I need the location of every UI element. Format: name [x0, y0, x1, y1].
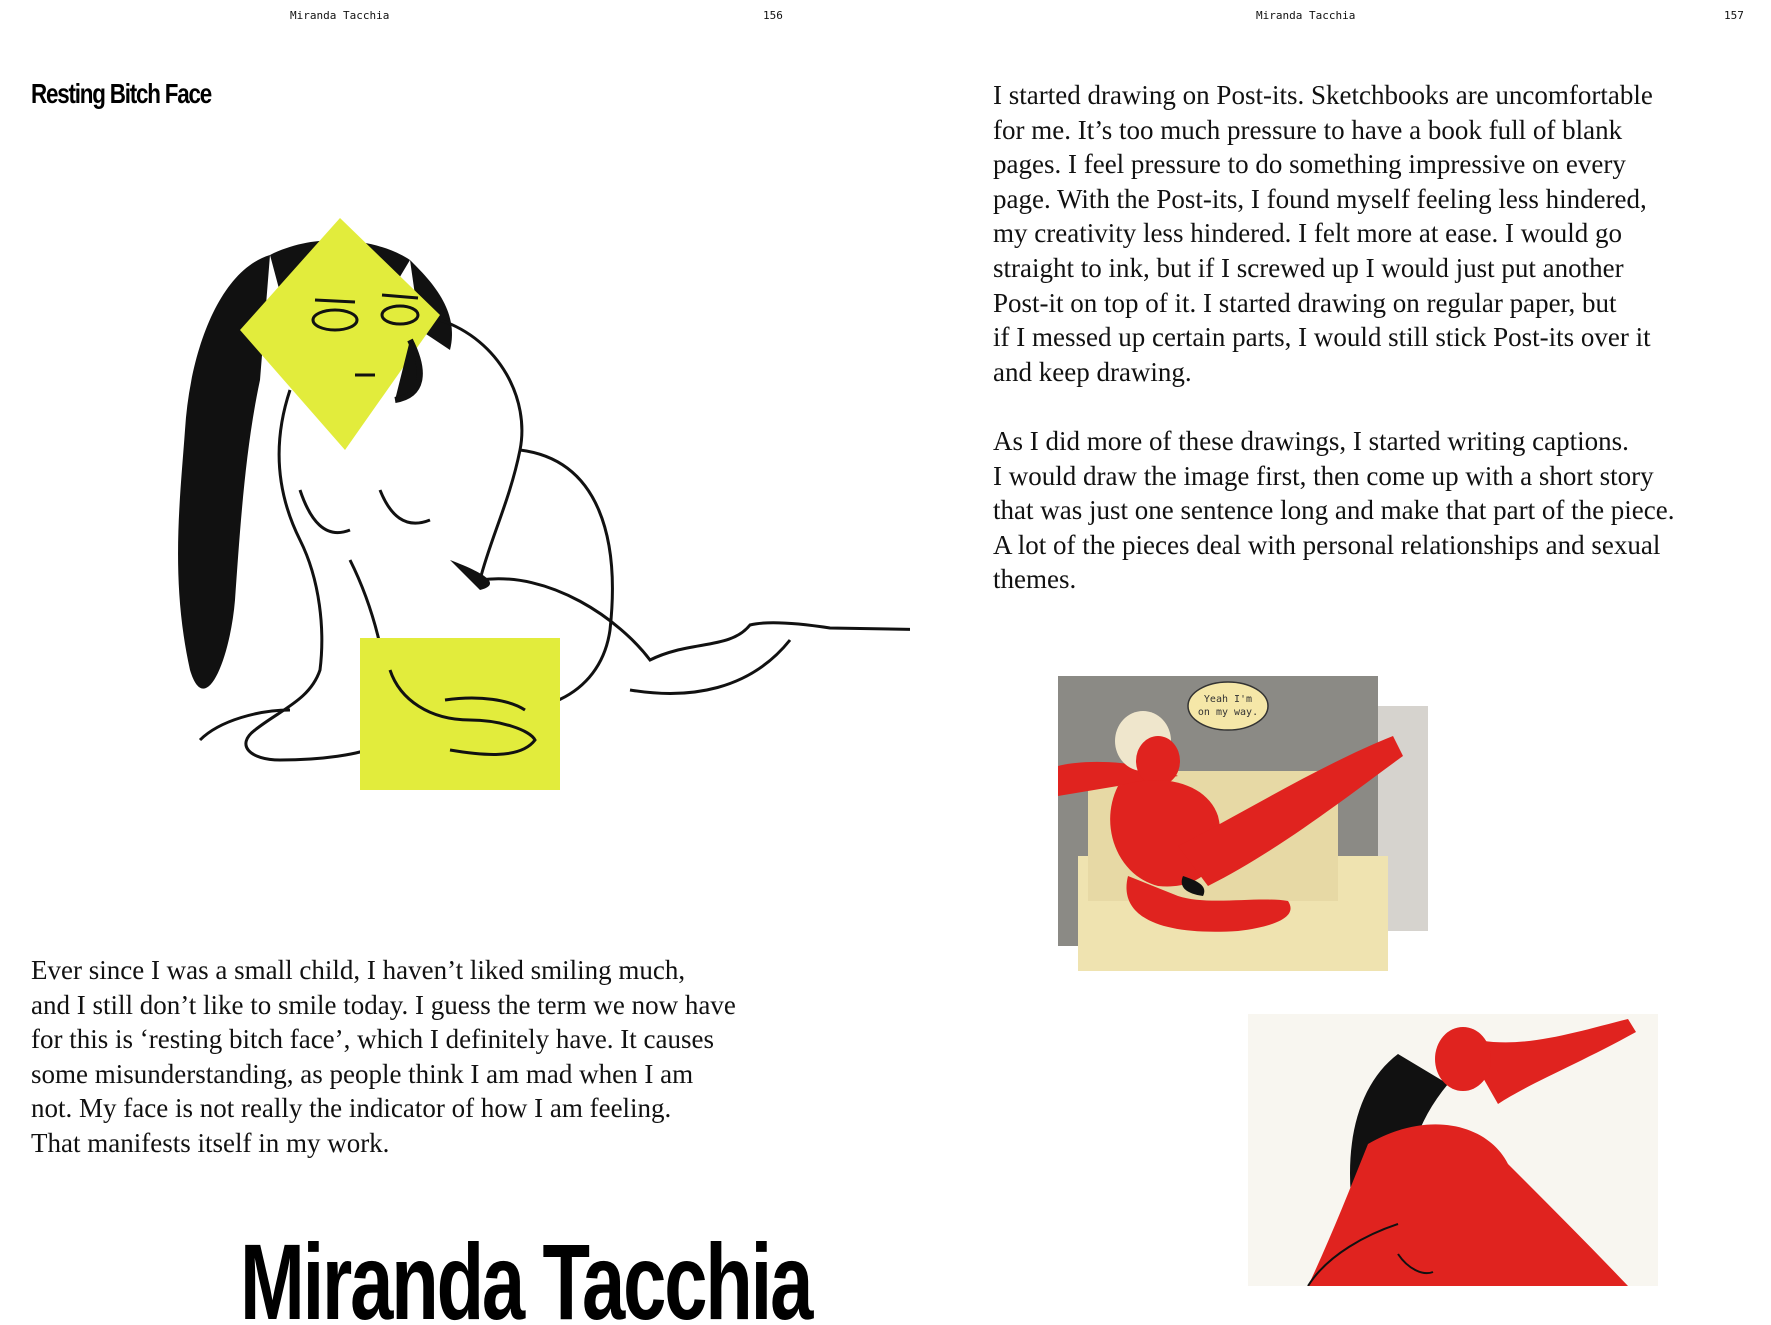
right-p1-line-6: straight to ink, but if I screwed up I would just put another [993, 252, 1624, 283]
page-number-left: 156 [763, 9, 783, 22]
illustration-red-woman-couch [1058, 676, 1433, 971]
section-title: Resting Bitch Face [31, 78, 212, 109]
right-p1-line-9: and keep drawing. [993, 356, 1192, 387]
right-p1-line-5: my creativity less hindered. I felt more at ease. I would go [993, 218, 1623, 249]
postit-hand [360, 638, 560, 790]
left-line-6: That manifests itself in my work. [31, 1127, 390, 1158]
speech-bubble-line-1: Yeah I'm [1203, 694, 1253, 705]
right-p1-line-7: Post-it on top of it. I started drawing on regular paper, but [993, 287, 1617, 318]
right-p2-line-5: themes. [993, 564, 1077, 595]
left-line-3: for this is ‘resting bitch face’, which I definitely have. It causes [31, 1024, 715, 1055]
right-p1-line-1: I started drawing on Post-its. Sketchbooks are uncomfortable [993, 80, 1653, 110]
right-paragraph-1 [993, 78, 1653, 389]
left-line-1: Ever since I was a small child, I haven’t liked smiling much, [31, 955, 686, 985]
right-p1-line-8: if I messed up certain parts, I would still stick Post-its over it [993, 322, 1651, 353]
right-p2-line-3: that was just one sentence long and make that part of the piece. [993, 495, 1675, 526]
left-line-5: not. My face is not really the indicator of how I am feeling. [31, 1093, 672, 1124]
left-body-paragraph [31, 953, 736, 1161]
illustration-red-woman-pose [1248, 1014, 1658, 1286]
right-p1-line-4: page. With the Post-its, I found myself feeling less hindered, [993, 183, 1647, 214]
left-line-2: and I still don’t like to smile today. I guess the term we now have [31, 989, 736, 1020]
right-p2-line-2: I would draw the image first, then come up with a short story [993, 460, 1654, 491]
left-line-4: some misunderstanding, as people think I am mad when I am [31, 1058, 694, 1089]
right-p1-line-2: for me. It’s too much pressure to have a book full of blank [993, 114, 1623, 145]
big-name-clip [0, 1240, 900, 1325]
right-p2-line-1: As I did more of these drawings, I started writing captions. [993, 426, 1629, 456]
running-head-author-left: Miranda Tacchia [290, 9, 390, 22]
right-paragraph-2 [993, 424, 1675, 597]
illustration-woman-postits [150, 200, 910, 900]
postit-face [240, 218, 440, 450]
artist-name-display: Miranda Tacchia [240, 1240, 812, 1325]
right-p1-line-3: pages. I feel pressure to do something impressive on every [993, 149, 1626, 180]
speech-bubble-line-2: on my way. [1197, 707, 1259, 718]
page-number-right: 157 [1724, 9, 1744, 22]
right-p2-line-4: A lot of the pieces deal with personal relationships and sexual [993, 529, 1661, 560]
running-head-author-right: Miranda Tacchia [1256, 9, 1356, 22]
